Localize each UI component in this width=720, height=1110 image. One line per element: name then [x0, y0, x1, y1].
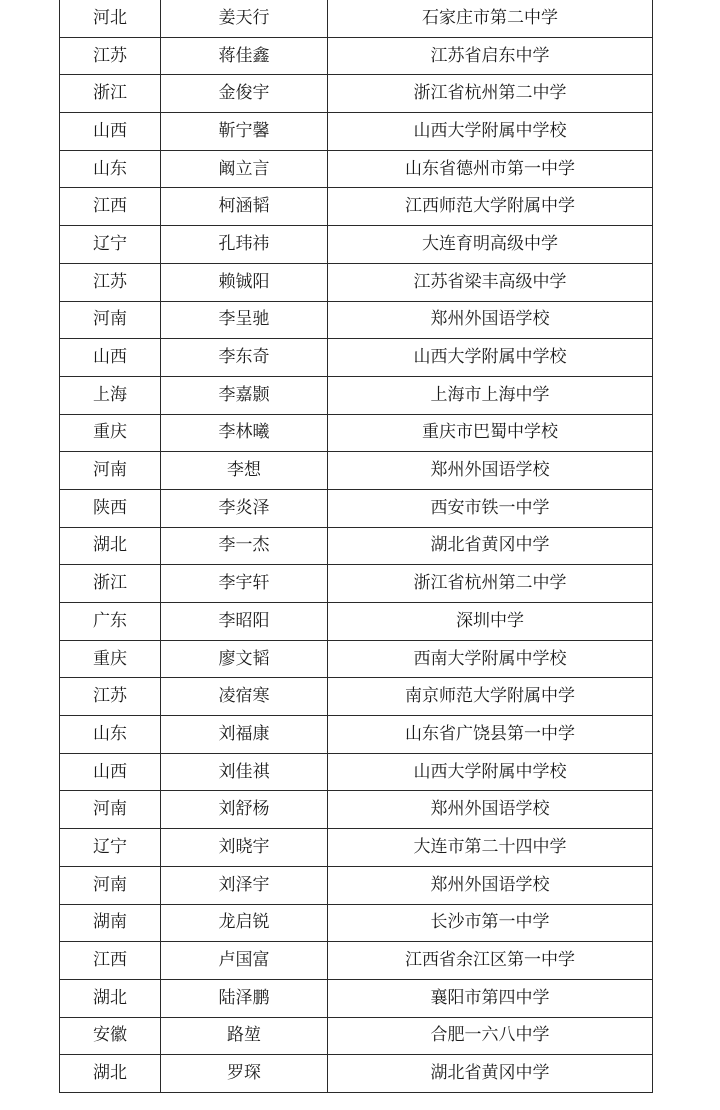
name-cell: 罗琛: [161, 1055, 328, 1093]
name-cell: 李呈驰: [161, 301, 328, 339]
name-cell: 廖文韬: [161, 640, 328, 678]
table-row: [60, 339, 653, 377]
name-cell: 姜天行: [161, 0, 328, 37]
province-cell: 江苏: [60, 37, 161, 75]
table-row: [60, 414, 653, 452]
name-cell: 路堃: [161, 1017, 328, 1055]
school-cell: 浙江省杭州第二中学: [328, 565, 653, 603]
school-cell: 浙江省杭州第二中学: [328, 75, 653, 113]
province-cell: 安徽: [60, 1017, 161, 1055]
province-cell: 湖北: [60, 979, 161, 1017]
school-cell: 上海市上海中学: [328, 376, 653, 414]
province-cell: 浙江: [60, 565, 161, 603]
province-cell: 辽宁: [60, 226, 161, 264]
school-cell: 郑州外国语学校: [328, 452, 653, 490]
province-cell: 河南: [60, 866, 161, 904]
province-cell: 江西: [60, 942, 161, 980]
name-cell: 陆泽鹏: [161, 979, 328, 1017]
table-row: [60, 979, 653, 1017]
school-cell: 山西大学附属中学校: [328, 753, 653, 791]
name-cell: 凌宿寒: [161, 678, 328, 716]
table-row: [60, 37, 653, 75]
province-cell: 湖北: [60, 527, 161, 565]
table-row: [60, 1017, 653, 1055]
table-row: [60, 263, 653, 301]
province-cell: 山东: [60, 150, 161, 188]
name-cell: 刘佳祺: [161, 753, 328, 791]
school-cell: 襄阳市第四中学: [328, 979, 653, 1017]
roster-table: [59, 0, 653, 1093]
province-cell: 重庆: [60, 414, 161, 452]
name-cell: 卢国富: [161, 942, 328, 980]
school-cell: 西安市铁一中学: [328, 489, 653, 527]
province-cell: 江苏: [60, 263, 161, 301]
school-cell: 郑州外国语学校: [328, 301, 653, 339]
province-cell: 山西: [60, 753, 161, 791]
province-cell: 河南: [60, 301, 161, 339]
province-cell: 辽宁: [60, 829, 161, 867]
table-row: [60, 1055, 653, 1093]
school-cell: 长沙市第一中学: [328, 904, 653, 942]
province-cell: 湖南: [60, 904, 161, 942]
school-cell: 江苏省梁丰高级中学: [328, 263, 653, 301]
name-cell: 刘舒杨: [161, 791, 328, 829]
school-cell: 南京师范大学附属中学: [328, 678, 653, 716]
table-row: [60, 452, 653, 490]
roster-table-body: [60, 0, 653, 1092]
province-cell: 江苏: [60, 678, 161, 716]
province-cell: 山西: [60, 339, 161, 377]
table-row: [60, 301, 653, 339]
school-cell: 郑州外国语学校: [328, 791, 653, 829]
province-cell: 山西: [60, 113, 161, 151]
school-cell: 山西大学附属中学校: [328, 339, 653, 377]
school-cell: 山西大学附属中学校: [328, 113, 653, 151]
school-cell: 江西师范大学附属中学: [328, 188, 653, 226]
table-row: [60, 678, 653, 716]
table-row: [60, 527, 653, 565]
table-row: [60, 866, 653, 904]
table-row: [60, 904, 653, 942]
province-cell: 浙江: [60, 75, 161, 113]
school-cell: 石家庄市第二中学: [328, 0, 653, 37]
table-row: [60, 640, 653, 678]
name-cell: 龙启锐: [161, 904, 328, 942]
province-cell: 河南: [60, 791, 161, 829]
table-row: [60, 565, 653, 603]
name-cell: 刘泽宇: [161, 866, 328, 904]
table-row: [60, 603, 653, 641]
name-cell: 金俊宇: [161, 75, 328, 113]
province-cell: 上海: [60, 376, 161, 414]
table-row: [60, 226, 653, 264]
name-cell: 孔玮祎: [161, 226, 328, 264]
school-cell: 江苏省启东中学: [328, 37, 653, 75]
name-cell: 靳宁馨: [161, 113, 328, 151]
school-cell: 大连育明高级中学: [328, 226, 653, 264]
table-row: [60, 942, 653, 980]
name-cell: 李炎泽: [161, 489, 328, 527]
school-cell: 郑州外国语学校: [328, 866, 653, 904]
school-cell: 湖北省黄冈中学: [328, 1055, 653, 1093]
roster-table-container: [59, 0, 652, 1093]
name-cell: 赖铖阳: [161, 263, 328, 301]
name-cell: 刘福康: [161, 716, 328, 754]
table-row: [60, 75, 653, 113]
table-row: [60, 791, 653, 829]
school-cell: 江西省余江区第一中学: [328, 942, 653, 980]
table-row: [60, 376, 653, 414]
table-row: [60, 0, 653, 37]
name-cell: 李昭阳: [161, 603, 328, 641]
table-row: [60, 489, 653, 527]
table-row: [60, 753, 653, 791]
province-cell: 湖北: [60, 1055, 161, 1093]
name-cell: 柯涵韬: [161, 188, 328, 226]
school-cell: 山东省广饶县第一中学: [328, 716, 653, 754]
school-cell: 湖北省黄冈中学: [328, 527, 653, 565]
table-row: [60, 150, 653, 188]
table-row: [60, 188, 653, 226]
name-cell: 李一杰: [161, 527, 328, 565]
name-cell: 蒋佳鑫: [161, 37, 328, 75]
name-cell: 李嘉颢: [161, 376, 328, 414]
province-cell: 广东: [60, 603, 161, 641]
table-row: [60, 716, 653, 754]
table-row: [60, 113, 653, 151]
province-cell: 重庆: [60, 640, 161, 678]
province-cell: 陕西: [60, 489, 161, 527]
province-cell: 山东: [60, 716, 161, 754]
name-cell: 李想: [161, 452, 328, 490]
school-cell: 合肥一六八中学: [328, 1017, 653, 1055]
name-cell: 李林曦: [161, 414, 328, 452]
school-cell: 西南大学附属中学校: [328, 640, 653, 678]
school-cell: 大连市第二十四中学: [328, 829, 653, 867]
province-cell: 河南: [60, 452, 161, 490]
province-cell: 河北: [60, 0, 161, 37]
name-cell: 阚立言: [161, 150, 328, 188]
name-cell: 刘晓宇: [161, 829, 328, 867]
school-cell: 山东省德州市第一中学: [328, 150, 653, 188]
table-row: [60, 829, 653, 867]
school-cell: 重庆市巴蜀中学校: [328, 414, 653, 452]
school-cell: 深圳中学: [328, 603, 653, 641]
name-cell: 李宇轩: [161, 565, 328, 603]
province-cell: 江西: [60, 188, 161, 226]
name-cell: 李东奇: [161, 339, 328, 377]
